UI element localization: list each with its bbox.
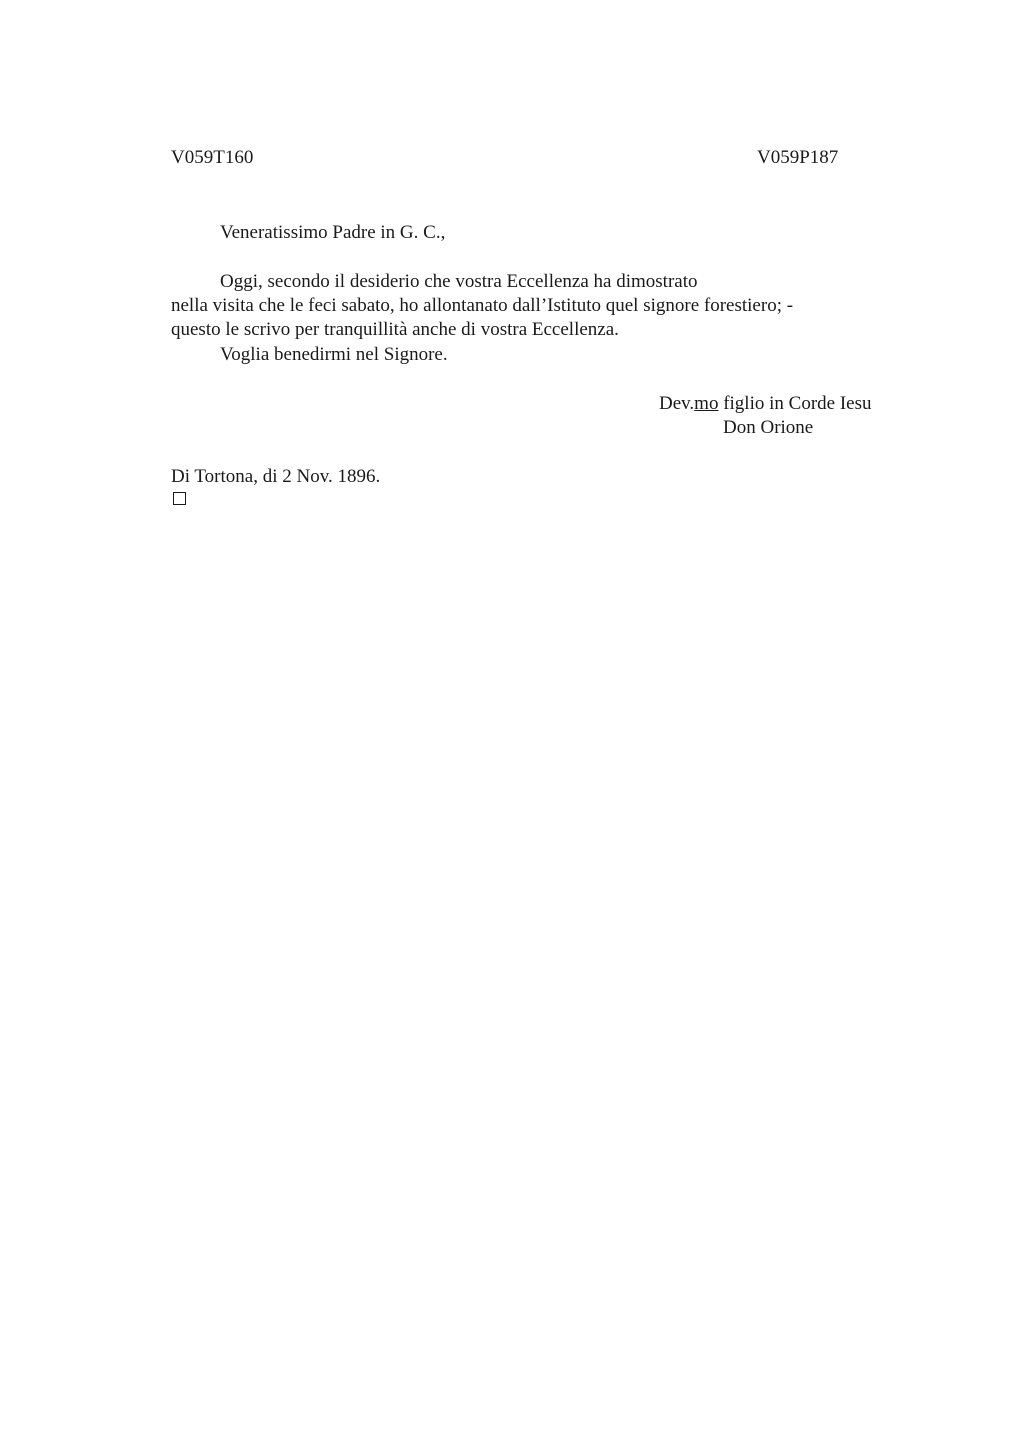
letter-body-line-1: Oggi, secondo il desiderio che vostra Eccellenza ha dimostrato xyxy=(220,271,698,292)
letter-body-line-4: Voglia benedirmi nel Signore. xyxy=(220,344,448,365)
document-code-right: V059P187 xyxy=(757,147,839,168)
closing-suffix: figlio in Corde Iesu xyxy=(718,393,872,414)
empty-square-icon xyxy=(173,492,186,505)
letter-closing xyxy=(659,392,871,416)
closing-prefix: Dev. xyxy=(659,393,695,414)
letter-salutation: Veneratissimo Padre in G. C., xyxy=(220,222,446,243)
closing-abbreviation: mo xyxy=(694,393,719,414)
document-code-left: V059T160 xyxy=(171,147,254,168)
letter-body-line-3: questo le scrivo per tranquillità anche di vostra Eccellenza. xyxy=(171,319,619,340)
letter-signature: Don Orione xyxy=(723,417,814,438)
letter-body-line-2: nella visita che le feci sabato, ho allontanato dall’Istituto quel signore forestiero; - xyxy=(171,295,794,316)
letter-dateline: Di Tortona, di 2 Nov. 1896. xyxy=(171,466,381,487)
